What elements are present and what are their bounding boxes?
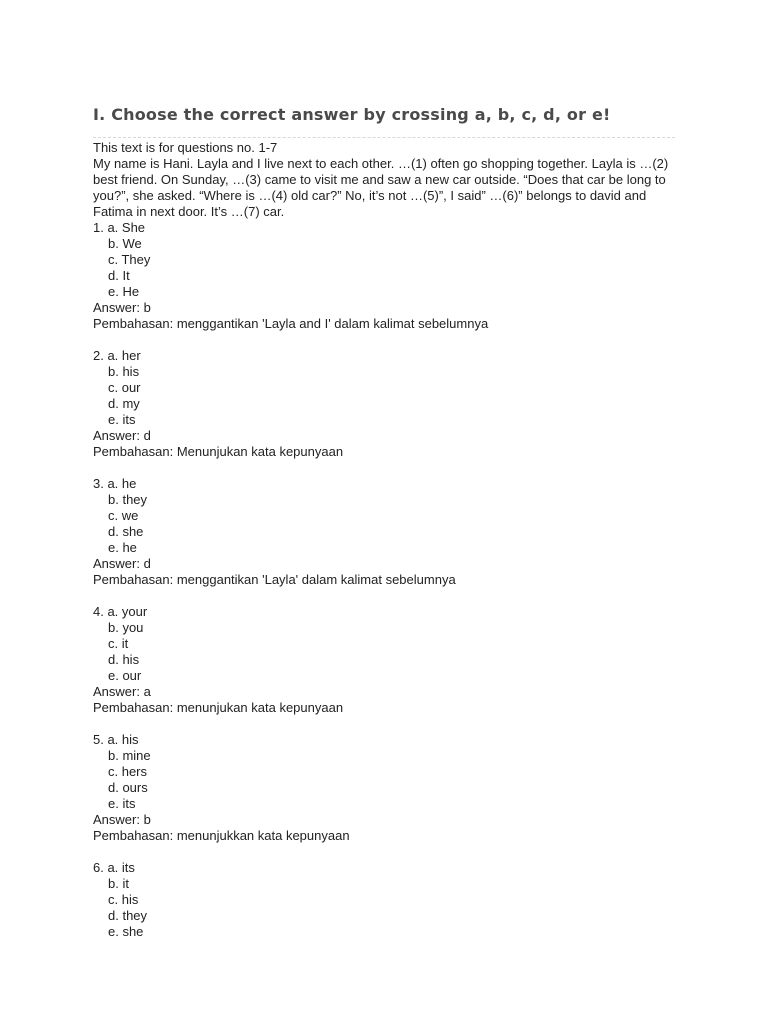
explanation-1: Pembahasan: menggantikan 'Layla and I' dalam kalimat sebelumnya [93,316,489,331]
explanation-5: Pembahasan: menunjukkan kata kepunyaan [93,828,350,843]
option-3a: 3. a. he [93,476,137,491]
question-2 [93,348,675,460]
option-4c: c. it [108,636,129,651]
option-1e: e. He [108,284,140,299]
option-6e: e. she [108,924,144,939]
answer-1: Answer: b [93,300,151,315]
spacer [93,588,675,604]
option-2a: 2. a. her [93,348,141,363]
option-3d: d. she [108,524,144,539]
option-5e: e. its [108,796,136,811]
option-1a: 1. a. She [93,220,146,235]
question-1 [93,220,675,332]
spacer [93,716,675,732]
explanation-4: Pembahasan: menunjukan kata kepunyaan [93,700,344,715]
question-3 [93,476,675,588]
answer-5: Answer: b [93,812,151,827]
answer-2: Answer: d [93,428,151,443]
spacer [93,332,675,348]
option-6a: 6. a. its [93,860,135,875]
spacer [93,844,675,860]
option-4d: d. his [108,652,140,667]
spacer [93,460,675,476]
option-3c: c. we [108,508,139,523]
option-4b: b. you [108,620,144,635]
option-1c: c. They [108,252,151,267]
option-1b: b. We [108,236,142,251]
option-3e: e. he [108,540,137,555]
intro-line: This text is for questions no. 1-7 [93,140,278,155]
option-5d: d. ours [108,780,148,795]
question-4 [93,604,675,716]
answer-4: Answer: a [93,684,151,699]
explanation-2: Pembahasan: Menunjukan kata kepunyaan [93,444,344,459]
option-4a: 4. a. your [93,604,148,619]
option-2d: d. my [108,396,140,411]
explanation-3: Pembahasan: menggantikan 'Layla' dalam kalimat sebelumnya [93,572,456,587]
option-5b: b. mine [108,748,151,763]
option-5a: 5. a. his [93,732,139,747]
option-2c: c. our [108,380,141,395]
section-heading: I. Choose the correct answer by crossing a, b, c, d, or e! [93,105,611,124]
option-3b: b. they [108,492,148,507]
document-page [93,104,675,940]
option-5c: c. hers [108,764,148,779]
option-2e: e. its [108,412,136,427]
question-6 [93,860,675,940]
reading-passage: My name is Hani. Layla and I live next to each other. …(1) often go shopping together. Layla is …(2) best friend. On Sunday, …(3) came to visit me and saw a new car outside. “Does that car be long to you?”, she asked. “Where is …(4) old car?” No, it’s not …(5)”, I said” …(6)” belongs to david and Fatima in next door. It’s …(7) car. [93,156,669,219]
option-1d: d. It [108,268,130,283]
option-6d: d. they [108,908,148,923]
question-5 [93,732,675,844]
option-4e: e. our [108,668,142,683]
dashed-divider [93,137,675,138]
option-6b: b. it [108,876,129,891]
option-6c: c. his [108,892,139,907]
option-2b: b. his [108,364,140,379]
answer-3: Answer: d [93,556,151,571]
